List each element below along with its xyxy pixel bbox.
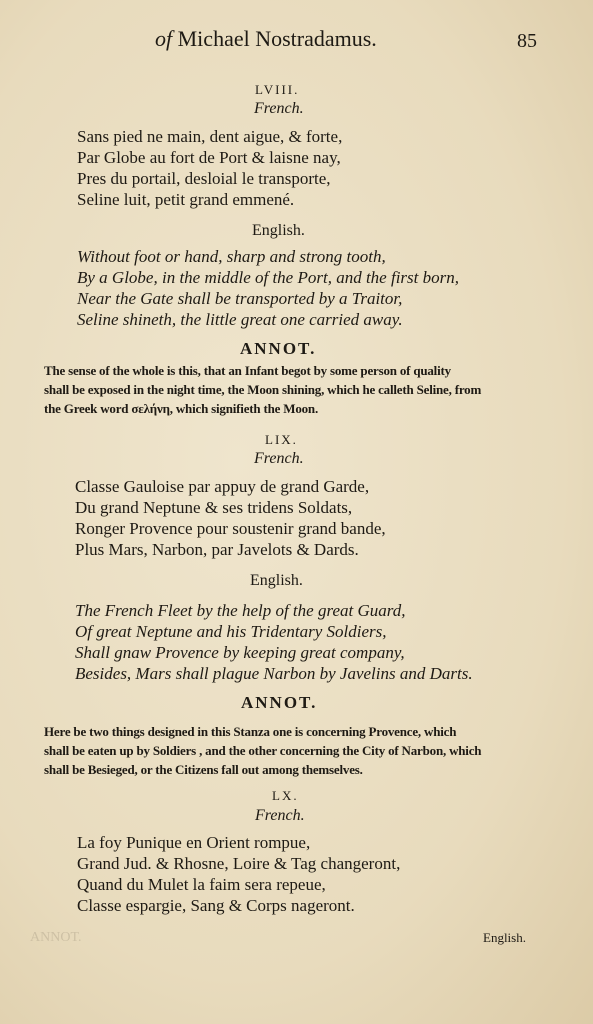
bleed-through-text: ANNOT.: [30, 930, 82, 945]
annotation-heading: ANNOT.: [241, 693, 318, 712]
quatrain-numeral: LIX.: [265, 432, 298, 447]
french-verse: [77, 832, 400, 916]
page-number: 85: [517, 30, 537, 52]
quatrain-numeral: LX.: [272, 788, 299, 803]
english-verse: [77, 246, 459, 330]
french-label: French.: [254, 450, 304, 467]
verse-line: Classe Gauloise par appuy de grand Garde,: [75, 477, 370, 496]
annotation-text: [44, 722, 481, 779]
annotation-line: the Greek word σελήνη, which signifieth the Moon.: [44, 401, 319, 416]
verse-line: By a Globe, in the middle of the Port, and the first born,: [77, 268, 459, 287]
running-head-prefix: of: [155, 26, 173, 51]
french-label: French.: [255, 807, 305, 824]
annotation-line: The sense of the whole is this, that an Infant begot by some person of quality: [44, 363, 451, 378]
verse-line: Par Globe au fort de Port & laisne nay,: [77, 148, 341, 167]
verse-line: Ronger Provence pour soustenir grand bande,: [75, 519, 386, 538]
annotation-heading: ANNOT.: [240, 339, 317, 358]
catchword: English.: [483, 930, 526, 945]
verse-line: Near the Gate shall be transported by a Traitor,: [77, 289, 403, 308]
running-head-title: Michael Nostradamus.: [177, 26, 377, 51]
english-label: English.: [252, 222, 305, 239]
running-head: [155, 26, 377, 52]
verse-line: Seline luit, petit grand emmené.: [77, 190, 295, 209]
french-label: French.: [254, 100, 304, 117]
verse-line: Of great Neptune and his Tridentary Soldiers,: [75, 622, 387, 641]
english-label: English.: [250, 572, 303, 589]
verse-line: Plus Mars, Narbon, par Javelots & Dards.: [75, 540, 359, 559]
quatrain-numeral: LVIII.: [255, 82, 300, 97]
verse-line: Without foot or hand, sharp and strong tooth,: [77, 247, 386, 266]
english-verse: [75, 600, 473, 684]
annotation-line: shall be exposed in the night time, the Moon shining, which he calleth Seline, from: [44, 382, 482, 397]
verse-line: La foy Punique en Orient rompue,: [77, 833, 311, 852]
french-verse: [77, 126, 342, 210]
verse-line: Seline shineth, the little great one carried away.: [77, 310, 403, 329]
annotation-line: Here be two things designed in this Stanza one is concerning Provence, which: [44, 724, 457, 739]
verse-line: Classe espargie, Sang & Corps nageront.: [77, 896, 355, 915]
verse-line: Quand du Mulet la faim sera repeue,: [77, 875, 326, 894]
verse-line: Besides, Mars shall plague Narbon by Javelins and Darts.: [75, 664, 473, 683]
verse-line: Pres du portail, desloial le transporte,: [77, 169, 331, 188]
verse-line: Shall gnaw Provence by keeping great company,: [75, 643, 405, 662]
verse-line: The French Fleet by the help of the great Guard,: [75, 601, 406, 620]
french-verse: [75, 476, 386, 560]
verse-line: Grand Jud. & Rhosne, Loire & Tag changeront,: [77, 854, 401, 873]
verse-line: Sans pied ne main, dent aigue, & forte,: [77, 127, 343, 146]
annotation-text: [44, 361, 481, 418]
annotation-line: shall be Besieged, or the Citizens fall out among themselves.: [44, 762, 363, 777]
annotation-line: shall be eaten up by Soldiers , and the other concerning the City of Narbon, which: [44, 743, 482, 758]
verse-line: Du grand Neptune & ses tridens Soldats,: [75, 498, 353, 517]
